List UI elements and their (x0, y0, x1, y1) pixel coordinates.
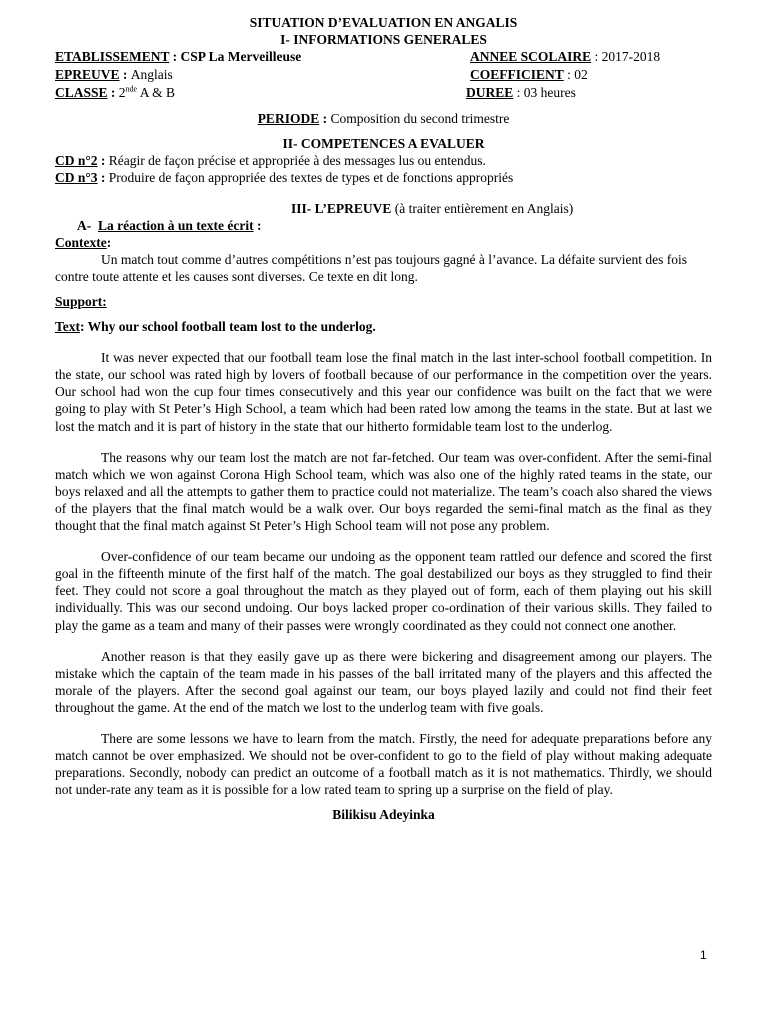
cd2-line: CD n°2 : Réagir de façon précise et appropriée à des messages lus ou entendus. (55, 153, 486, 168)
support-label: Support: (55, 294, 107, 310)
periode-label: PERIODE (257, 111, 320, 126)
document-page (55, 14, 712, 823)
annee-label: ANNEE SCOLAIRE (470, 49, 592, 64)
text-title-line (55, 318, 712, 335)
classe-sup: nde (125, 84, 138, 94)
section-a-title: La réaction à un texte écrit (98, 218, 254, 233)
cd2-label: CD n°2 (55, 153, 98, 168)
paragraph-3: Over-confidence of our team became our undoing as the opponent team rattled our defence and scored the first goal in the fifteenth minute of the first half of the match. The goal destabilized our boys as they struggled to find their feet. They could not score a goal throughout the match as they played out of form, each of them playing out his skill individually. This was our second undoing. Our boys lacked proper co-ordination of their various skills. They failed to play the game as a team and many of their passes were wrongly coordinated as they could not connect one another. (55, 549, 712, 633)
etablissement-value: CSP La Merveilleuse (180, 49, 302, 64)
section-informations-heading: I- INFORMATIONS GENERALES (280, 32, 487, 47)
contexte-label: Contexte (55, 235, 107, 250)
text-title: : Why our school football team lost to the underlog. (80, 319, 376, 335)
text-label: Text (55, 319, 81, 335)
paragraph-5: There are some lessons we have to learn from the match. Firstly, the need for adequate preparations before any match cannot be over emphasized. We should not be over-confident to go to the field of play without making adequate preparations. Secondly, nobody can predict an outcome of a football match as it is not mathematics. Thirdly, we should not under-rate any team as it is possible for a low rated team to spring up a surprise on the field of play. (55, 730, 712, 798)
cd3-line: CD n°3 : Produire de façon appropriée des textes de types et de fonctions appropriés (55, 170, 514, 185)
page-number: 1 (700, 948, 707, 962)
cd3-text: Produire de façon appropriée des textes de types et de fonctions appropriés (108, 170, 514, 185)
paragraph-4: Another reason is that they easily gave up as there were bickering and disagreement among our players. The mistake which the captain of the team made in his passes of the ball irritated many of the players and this affected the morale of the players. After the second goal against our team, our boys played lazily and could not find their feet throughout the game. At the end of the match we lost to the underlog team with five goals. (55, 648, 712, 715)
duree-value: 03 heures (523, 85, 576, 100)
info-row-2: EPREUVE : Anglais COEFFICIENT : 02 (55, 67, 588, 82)
epreuve-label: EPREUVE (55, 67, 120, 82)
duree-label: DUREE (466, 85, 514, 100)
author-name: Bilikisu Adeyinka (332, 807, 435, 823)
contexte-heading: Contexte: (55, 235, 112, 250)
periode-line: PERIODE : Composition du second trimestre (257, 111, 510, 126)
epreuve-value: Anglais (130, 67, 173, 82)
competences-heading: II- COMPETENCES A EVALUER (282, 136, 485, 151)
annee-value: 2017-2018 (601, 49, 661, 64)
paragraph-1: It was never expected that our football team lose the final match in the last inter-school football competition. In the state, our school was rated high by lovers of football because of our performance in the competition over the years. Our school had won the cup four times consecutively and this year our confidence was built on the fact that we were going to play with St Peter’s High School, a team which had been rated low among the teams in the state. But at last we lost the match and it is part of history in the state that our hitherto formidable team lost to the underlog. (55, 350, 712, 434)
paragraph-2: The reasons why our team lost the match are not far-fetched. Our team was over-confident. After the semi-final match which we won against Corona High School team, which was also one of the highly rated teams in the state, our boys relaxed and all the attempts to gather them to practice could not materialize. The team’s coach also shared the views of the players that the final match would be a walk over. Our boys regarded the semi-final match as the final as they thought that the final match against St Peter’s High School team will not pose any problem. (55, 449, 712, 534)
coefficient-label: COEFFICIENT (470, 67, 564, 82)
epreuve-heading (55, 200, 712, 217)
document-title: SITUATION D’EVALUATION EN ANGALIS (249, 15, 518, 30)
periode-value: Composition du second trimestre (330, 111, 510, 126)
epreuve-heading-title: III- L’EPREUVE (291, 201, 392, 216)
classe-num: 2 (118, 85, 126, 100)
epreuve-heading-note: (à traiter entièrement en Anglais) (394, 201, 574, 216)
section-a-heading: A- La réaction à un texte écrit : (77, 218, 262, 233)
info-row-3: CLASSE : 2nde A & B DUREE : 03 heures (55, 84, 576, 100)
cd3-label: CD n°3 (55, 170, 98, 185)
coefficient-value: 02 (574, 67, 588, 82)
info-row-1: ETABLISSEMENT : CSP La Merveilleuse ANNEE SCOLAIRE : 2017-2018 (55, 49, 661, 64)
classe-rest: A & B (139, 85, 175, 100)
classe-label: CLASSE (55, 85, 108, 100)
contexte-text: Un match tout comme d’autres compétitions n’est pas toujours gagné à l’avance. La défaite survient des fois contre toute attente et les causes sont diverses. Ce texte en dit long. (55, 252, 687, 285)
section-a-prefix: A- (77, 218, 92, 233)
etablissement-label: ETABLISSEMENT (55, 49, 170, 64)
cd2-text: Réagir de façon précise et appropriée à des messages lus ou entendus. (108, 153, 486, 168)
